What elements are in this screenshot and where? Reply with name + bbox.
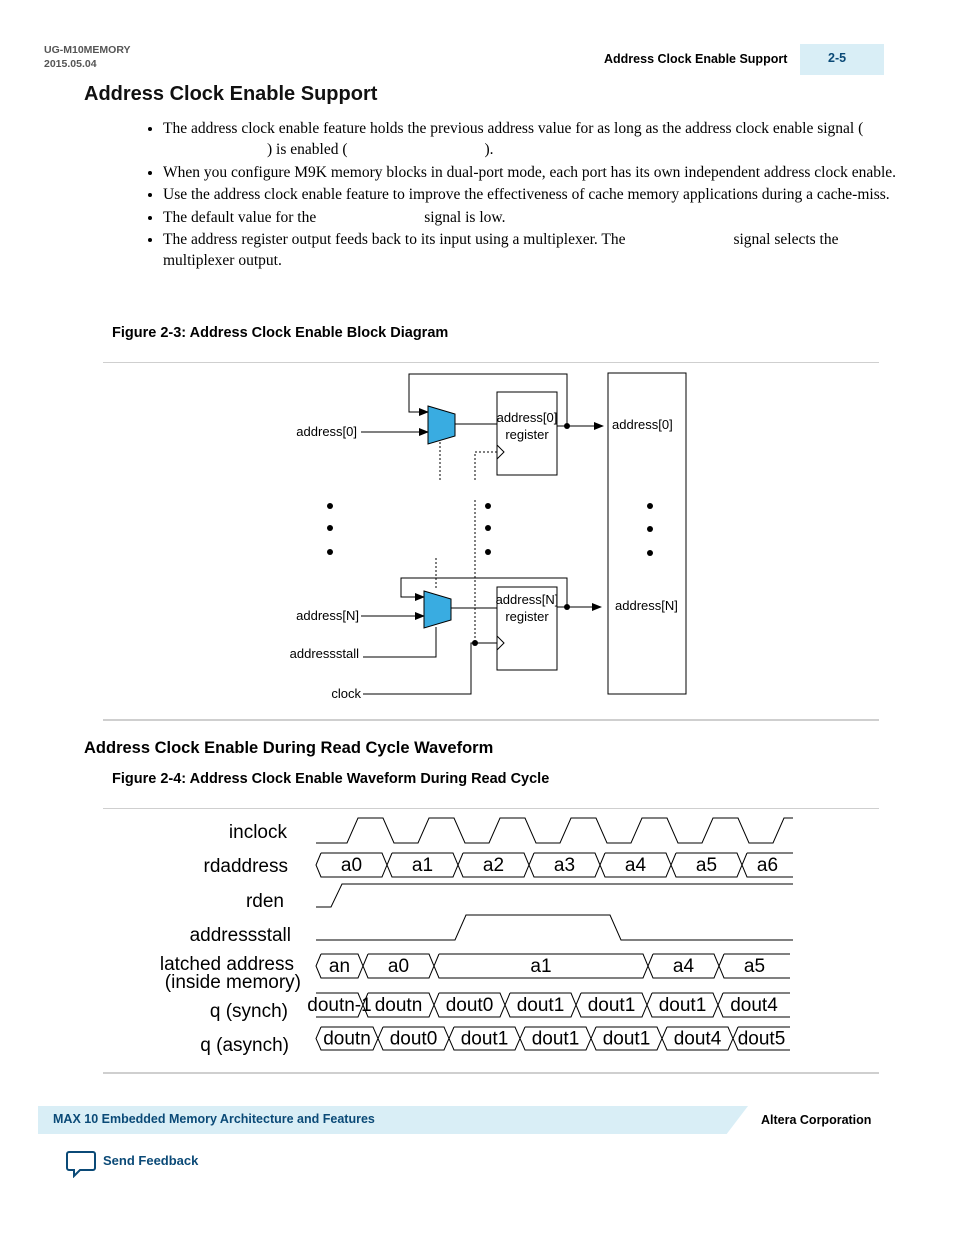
latched-address-value: an (328, 956, 351, 977)
section-title: Address Clock Enable Support (84, 83, 378, 105)
rdaddress-value: a6 (756, 855, 779, 876)
latched-address-value: a4 (672, 956, 695, 977)
q-synch-value: doutn (374, 995, 423, 1016)
q-synch-value: dout1 (587, 995, 636, 1016)
q-synch-value: doutn-1 (307, 995, 372, 1016)
addressstall-wave (316, 915, 793, 940)
rdaddress-value: a3 (553, 855, 576, 876)
signal-rden: rden (245, 891, 284, 912)
q-asynch-value: dout1 (602, 1028, 651, 1050)
rdaddress-value: a1 (411, 855, 434, 876)
doc-date: 2015.05.04 (44, 58, 97, 70)
page-number: 2-5 (828, 51, 847, 65)
rdaddress-value: a2 (482, 855, 505, 876)
bullet-text: The default value for the (163, 208, 317, 226)
label-regN-line1: address[N] (495, 592, 559, 607)
bullet-item: • When you configure M9K memory blocks in dual-port mode, each port has its own independent address clock enable. (163, 162, 903, 183)
header-section-title: Address Clock Enable Support (604, 52, 788, 66)
rdaddress-value: a0 (340, 855, 363, 876)
label-reg0-line1: address[0] (496, 410, 558, 425)
label-address0-out: address[0] (612, 417, 673, 432)
label-reg0-line2: register (505, 427, 549, 442)
signal-latched-line2: (inside memory) (164, 972, 301, 993)
bullet-text: The address register output feeds back to its input using a multiplexer. The (163, 231, 626, 248)
q-asynch-value: dout1 (460, 1028, 509, 1050)
signal-addressstall: addressstall (189, 925, 291, 946)
latched-address-value: a0 (387, 956, 410, 977)
inclock-wave (316, 818, 793, 843)
label-addressN-in: address[N] (296, 608, 359, 623)
rdaddress-value: a4 (624, 855, 647, 876)
q-synch-value: dout0 (445, 995, 494, 1016)
bullet-text: ) is enabled ( (267, 141, 348, 158)
label-addressN-out: address[N] (615, 598, 678, 613)
q-synch-value: dout1 (516, 995, 565, 1016)
rdaddress-value: a5 (695, 855, 718, 876)
latched-address-value: a1 (530, 956, 552, 977)
q-asynch-value: dout4 (673, 1028, 722, 1050)
signal-inclock: inclock (228, 822, 287, 843)
q-synch-value: dout1 (658, 995, 707, 1016)
signal-latched-line1: latched address (159, 954, 294, 975)
label-regN-line2: register (505, 609, 549, 624)
bullet-text: signal selects the multiplexer output. (163, 231, 839, 269)
figure-caption: Figure 2-3: Address Clock Enable Block Diagram (112, 325, 449, 341)
signal-rdaddress: rdaddress (203, 856, 288, 877)
q-asynch-value: dout0 (389, 1028, 438, 1050)
q-asynch-value: dout1 (531, 1028, 580, 1050)
label-addressstall: addressstall (289, 646, 359, 661)
footer-title: MAX 10 Embedded Memory Architecture and Features (53, 1112, 375, 1126)
q-asynch-value: dout5 (737, 1028, 786, 1050)
bullet-item: • Use the address clock enable feature to improve the effectiveness of cache memory applications during a cache-miss. (163, 184, 903, 205)
signal-q-synch: q (synch) (209, 1001, 288, 1022)
doc-id-code: UG-M10MEMORY (44, 44, 131, 56)
bullet-text: signal is low. (424, 208, 506, 226)
latched-address-value: a5 (743, 956, 766, 977)
label-address0-in: address[0] (296, 424, 357, 439)
figure-caption: Figure 2-4: Address Clock Enable Waveform During Read Cycle (112, 771, 550, 787)
bullet-text: The address clock enable feature holds the previous address value for as long as the address clock enable signal ( (163, 120, 864, 137)
feedback-icon[interactable] (66, 1150, 96, 1178)
figure-bottom-rule (103, 1072, 879, 1074)
bullet-text: ). (484, 141, 494, 158)
rden-wave (316, 884, 793, 907)
signal-q-asynch: q (asynch) (200, 1035, 289, 1056)
q-synch-value: dout4 (730, 995, 778, 1016)
subsection-title: Address Clock Enable During Read Cycle Waveform (84, 739, 494, 757)
q-asynch-value: doutn (323, 1028, 371, 1050)
send-feedback-link[interactable]: Send Feedback (103, 1153, 199, 1168)
footer-company: Altera Corporation (761, 1113, 872, 1127)
label-clock: clock (331, 686, 361, 701)
